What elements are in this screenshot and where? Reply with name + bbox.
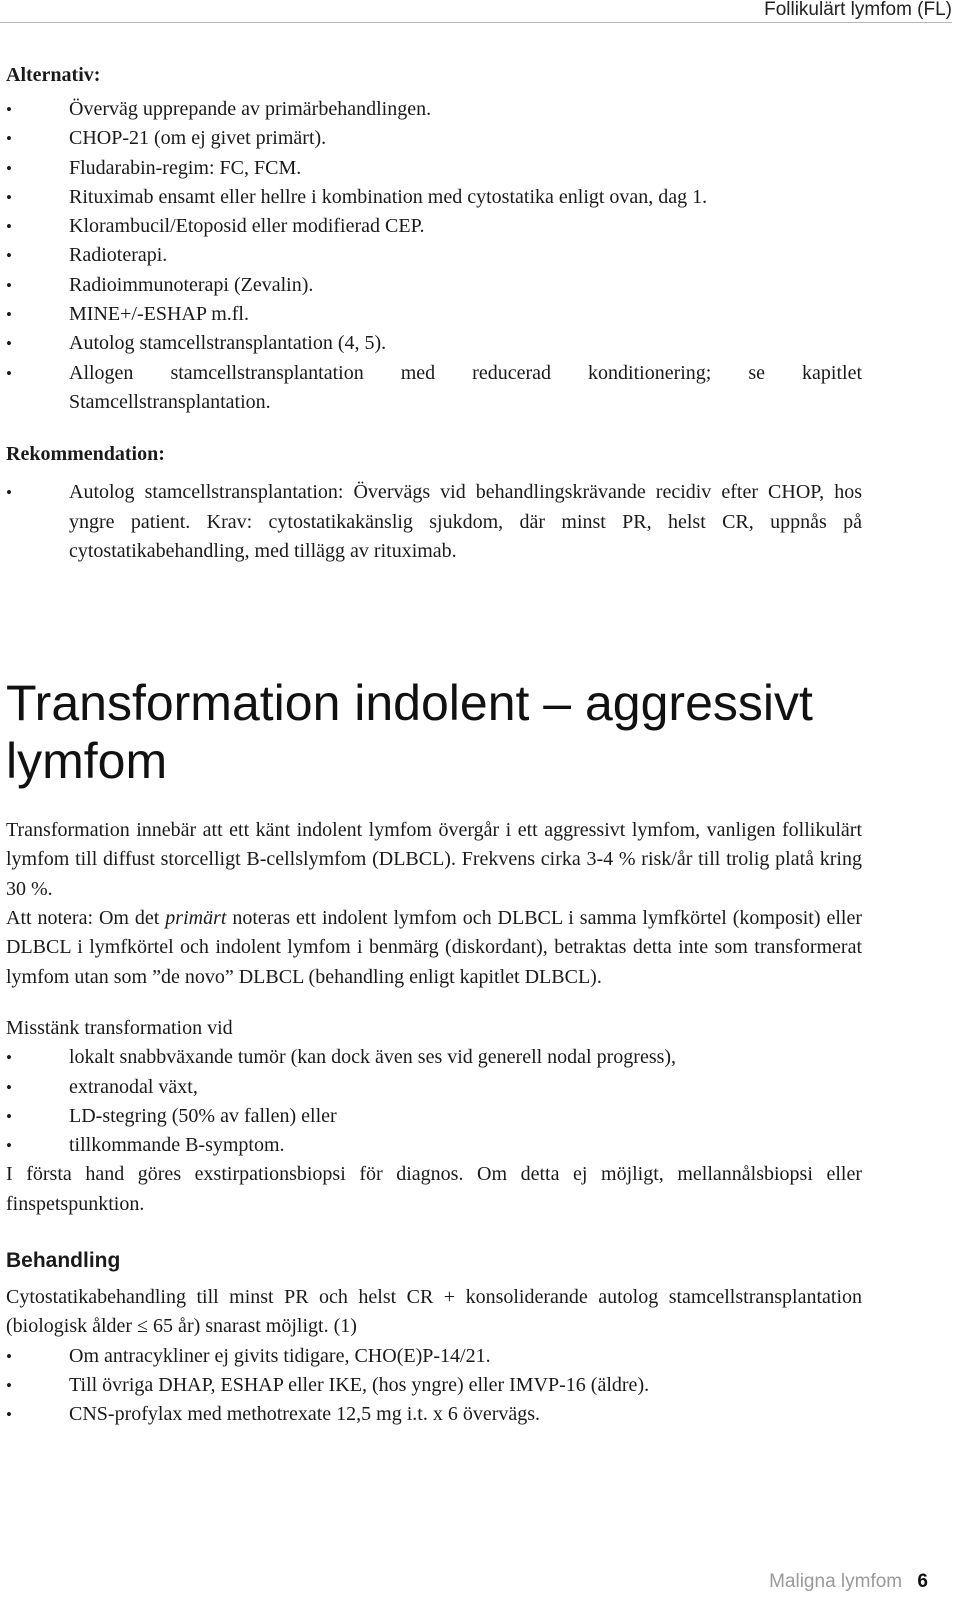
list-item: • Fludarabin-regim: FC, FCM. [6, 154, 862, 183]
list-item: • extranodal växt, [6, 1073, 862, 1102]
list-item: • Överväg upprepande av primärbehandlingen. [6, 95, 862, 124]
list-item: • Om antracykliner ej givits tidigare, CHO(E)P-14/21. [6, 1342, 862, 1371]
suspect-intro: Misstänk transformation vid [6, 1016, 233, 1039]
page-number: 6 [917, 1571, 928, 1592]
alternativ-label: Alternativ: [6, 64, 101, 86]
note-emphasis: primärt [165, 907, 227, 930]
header-title: Follikulärt lymfom (FL) [764, 0, 952, 20]
suspect-list [6, 1043, 862, 1160]
rekommendation-list [6, 478, 862, 566]
rekommendation-section [6, 443, 862, 566]
transformation-section [6, 674, 862, 1219]
list-item: • Radioimmunoterapi (Zevalin). [6, 271, 862, 300]
list-item: • Rituximab ensamt eller hellre i kombination med cytostatika enligt ovan, dag 1. [6, 183, 862, 212]
list-item: • Till övriga DHAP, ESHAP eller IKE, (hos yngre) eller IMVP-16 (äldre). [6, 1371, 862, 1400]
list-item: • Autolog stamcellstransplantation: Övervägs vid behandlingskrävande recidiv efter CHOP, hos yngre patient. Krav: cytostatikakänslig sjukdom, där minst PR, helst CR, uppnås på cytostatikabehandling, med tillägg av rituximab. [6, 478, 862, 566]
list-item: • LD-stegring (50% av fallen) eller [6, 1102, 862, 1131]
list-item: • lokalt snabbväxande tumör (kan dock även ses vid generell nodal progress), [6, 1043, 862, 1072]
page-content [6, 64, 862, 1430]
biopsy-paragraph: I första hand göres exstirpationsbiopsi för diagnos. Om detta ej möjligt, mellannålsbiopsi eller finspetspunktion. [6, 1163, 862, 1215]
list-item: • CNS-profylax med methotrexate 12,5 mg i.t. x 6 övervägs. [6, 1400, 862, 1429]
alternativ-list [6, 95, 862, 417]
footer-title: Maligna lymfom [769, 1571, 903, 1592]
behandling-list [6, 1342, 862, 1430]
list-item: • Autolog stamcellstransplantation (4, 5). [6, 329, 862, 358]
list-item: • tillkommande B-symptom. [6, 1131, 862, 1160]
note-text-start: Att notera: Om det [6, 907, 166, 930]
list-item: • Radioterapi. [6, 241, 862, 270]
list-item: • MINE+/-ESHAP m.fl. [6, 300, 862, 329]
transformation-paragraph: Transformation innebär att ett känt indolent lymfom övergår i ett aggressivt lymfom, vanligen follikulärt lymfom till diffust storcelligt B-cellslymfom (DLBCL). Frekvens cirka 3-4 % risk/år till trolig platå kring 30 %. [6, 819, 862, 900]
note-text-end: noteras ett indolent lymfom och DLBCL i samma lymfkörtel (komposit) eller DLBCL i lymfkörtel och indolent lymfom i benmärg (diskordant), betraktas detta inte som transformerat lymfom utan som ”de novo” DLBCL (behandling enligt kapitlet DLBCL). [6, 907, 862, 988]
alternativ-section [6, 64, 862, 417]
list-item: • Klorambucil/Etoposid eller modifierad CEP. [6, 212, 862, 241]
list-item: • CHOP-21 (om ej givet primärt). [6, 124, 862, 153]
behandling-section [6, 1249, 862, 1429]
rekommendation-label: Rekommendation: [6, 443, 165, 466]
behandling-label: Behandling [6, 1249, 121, 1273]
section-heading: Transformation indolent – aggressivt lymfom [6, 675, 813, 790]
behandling-intro: Cytostatikabehandling till minst PR och helst CR + konsoliderande autolog stamcellstransplantation (biologisk ålder ≤ 65 år) snarast möjligt. (1) [6, 1286, 862, 1338]
page-footer [769, 1571, 928, 1593]
transformation-note [6, 904, 862, 992]
list-item: • Allogen stamcellstransplantation med reducerad konditionering; se kapitlet Stamcellstransplantation. [6, 359, 862, 418]
running-header [0, 0, 952, 23]
